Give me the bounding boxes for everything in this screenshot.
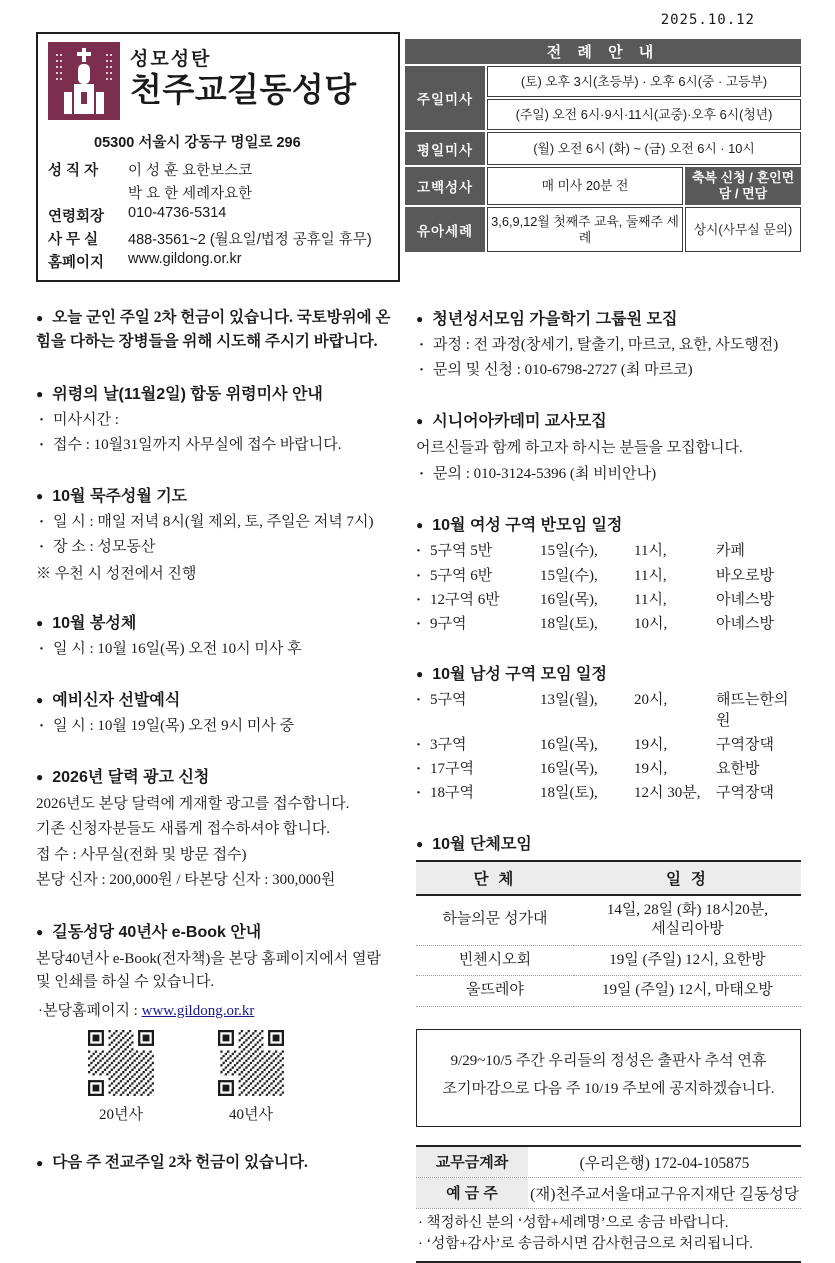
info-row-phone — [48, 205, 388, 226]
section-title: ● 10월 묵주성월 기도 — [36, 483, 398, 506]
section-title: ● 예비신자 선발예식 — [36, 687, 398, 710]
meeting-time: 11시, — [634, 543, 667, 560]
meeting-place: 카페 — [716, 543, 745, 560]
meeting-date: 15일(수), — [540, 567, 598, 584]
group-name: 빈첸시오회 — [416, 945, 574, 976]
section-title: ● 위령의 날(11월2일) 합동 위령미사 안내 — [36, 381, 398, 404]
info-label — [48, 182, 128, 203]
schedule-row — [416, 566, 801, 586]
account-number: (우리은행) 172-04-105875 — [579, 1154, 750, 1172]
group-schedule — [574, 895, 801, 946]
homepage-link[interactable]: www.gildong.or.kr — [141, 1002, 255, 1019]
content-columns — [36, 306, 801, 1263]
meeting-time: 12시 30분, — [634, 785, 701, 802]
bullet-icon: · — [416, 567, 422, 584]
section-rosary-prayer — [36, 483, 398, 583]
bullet-icon: · — [416, 543, 422, 560]
section-title: ● 10월 여성 구역 반모임 일정 — [416, 512, 801, 535]
qr-40yr — [218, 1030, 284, 1124]
meeting-place: 바오로방 — [716, 567, 774, 584]
info-row-homepage — [48, 251, 388, 272]
account-holder: (재)천주교서울대교구유지재단 길동성당 — [530, 1185, 799, 1203]
schedule-line: 세실리아방 — [651, 921, 724, 937]
schedule-row — [416, 541, 801, 561]
account-note: · 책정하신 분의 ‘성함+세례명’으로 송금 바랍니다. — [418, 1214, 729, 1231]
column-header-schedule: 일 정 — [574, 861, 801, 895]
schedule-row — [416, 590, 801, 610]
section-military-sunday — [36, 306, 398, 354]
right-column — [404, 306, 801, 1263]
schedule-row — [416, 614, 801, 634]
schedule-line: 14일, 28일 (화) 18시20분, — [606, 901, 769, 918]
notice-line: 9/29~10/5 주간 우리들의 정성은 출판사 추석 연휴 — [450, 1052, 767, 1069]
section-item: · 일 시 : 10월 16일(목) 오전 10시 미사 후 — [39, 639, 398, 660]
group-schedule: 19일 (주일) 12시, 마태오방 — [574, 976, 801, 1007]
section-item: · 장 소 : 성모동산 — [39, 537, 398, 558]
section-title: ● 청년성서모임 가을학기 그룹원 모집 — [416, 306, 801, 329]
group-name: 울뜨레야 — [416, 976, 574, 1007]
section-ebook — [36, 919, 398, 1124]
section-group-meetings — [416, 831, 801, 1007]
liturgy-confession: 매 미사 20분 전 — [487, 167, 683, 205]
meeting-date: 16일(목), — [540, 736, 598, 753]
section-title: ● 10월 단체모임 — [416, 831, 801, 854]
section-item: · 미사시간 : — [39, 410, 398, 431]
section-all-souls-mass — [36, 381, 398, 456]
church-identity — [48, 42, 388, 125]
section-item: · 일 시 : 10월 19일(목) 오전 9시 미사 중 — [39, 716, 398, 737]
district-name: 18구역 — [430, 785, 474, 802]
section-paragraph: 2026년도 본당 달력에 게재할 광고를 접수합니다. — [36, 796, 350, 813]
meeting-time: 11시, — [634, 591, 667, 608]
section-paragraph: 기존 신청자분들도 새롭게 접수하셔야 합니다. — [36, 821, 331, 838]
account-label: 예 금 주 — [416, 1178, 528, 1208]
qr-label-20yr: 20년사 — [99, 1106, 143, 1123]
church-name: 천주교길동성당 — [130, 71, 357, 108]
district-name: 5구역 — [430, 692, 467, 709]
schedule-row — [416, 759, 801, 779]
account-label: 교무금계좌 — [416, 1147, 528, 1177]
account-notes — [416, 1209, 801, 1263]
liturgy-baptism: 3,6,9,12월 첫째주 교육, 둘째주 세례 — [487, 207, 683, 252]
info-row-office — [48, 228, 388, 249]
liturgy-baptism-anytime: 상시(사무실 문의) — [685, 207, 801, 252]
church-info-box — [36, 32, 400, 282]
section-calendar-ads — [36, 764, 398, 892]
section-title: ● 10월 봉성체 — [36, 610, 398, 633]
district-name: 5구역 6반 — [430, 567, 493, 584]
table-row — [416, 895, 801, 946]
info-row-clergy2 — [48, 182, 388, 203]
section-title: ● 시니어아카데미 교사모집 — [416, 408, 801, 431]
liturgy-weekday: (월) 오전 6시 (화) ~ (금) 오전 6시 · 10시 — [487, 132, 801, 165]
info-label: 사 무 실 — [48, 232, 99, 248]
district-name: 3구역 — [430, 736, 467, 753]
qr-label-40yr: 40년사 — [229, 1106, 273, 1123]
liturgy-table-title: 전 례 안 내 — [405, 39, 801, 64]
qr-code-row — [88, 1030, 398, 1124]
homepage-link-line — [38, 999, 398, 1020]
section-women-district-meetings — [416, 512, 801, 634]
church-logo-icon — [48, 42, 120, 125]
qr-20yr — [88, 1030, 154, 1124]
section-youth-bible-group — [416, 306, 801, 381]
meeting-place: 구역장댁 — [716, 736, 774, 753]
district-name: 5구역 5반 — [430, 543, 493, 560]
section-paragraph: 접 수 : 사무실(전화 및 방문 접수) — [36, 846, 247, 863]
notice-line: 조기마감으로 다음 주 10/19 주보에 공지하겠습니다. — [442, 1081, 775, 1097]
homepage-link-label: ·본당홈페이지 : — [38, 1002, 142, 1019]
meeting-date: 16일(목), — [540, 591, 598, 608]
section-paragraph: 본당40년사 e-Book(전자책)을 본당 홈페이지에서 열람 및 인쇄를 하실 수 있습니다. — [36, 951, 381, 991]
info-value: 488-3561~2 (월요일/법정 공휴일 휴무) — [128, 232, 372, 248]
bullet-icon: · — [416, 591, 422, 608]
section-item: · 문의 및 신청 : 010-6798-2727 (최 마르코) — [419, 360, 801, 381]
section-item: · 과정 : 전 과정(창세기, 탈출기, 마르코, 요한, 사도행전) — [419, 335, 801, 356]
district-name: 12구역 6반 — [430, 591, 500, 608]
table-row — [416, 976, 801, 1007]
meeting-place: 구역장댁 — [716, 785, 774, 802]
meeting-date: 13일(월), — [540, 692, 598, 709]
info-label: 성 직 자 — [48, 163, 99, 179]
bullet-icon: · — [416, 736, 422, 753]
liturgy-row-label-weekday: 평일미사 — [405, 132, 485, 165]
account-row — [416, 1147, 801, 1178]
meeting-place: 해뜨는한의원 — [716, 692, 789, 729]
district-name: 17구역 — [430, 761, 474, 777]
meeting-time: 11시, — [634, 567, 667, 584]
section-paragraph: 어르신들과 함께 하고자 하시는 분들을 모집합니다. — [416, 440, 743, 456]
section-item: · 일 시 : 매일 저녁 8시(월 제외, 토, 주일은 저녁 7시) — [39, 512, 398, 533]
announcement-text: ● 오늘 군인 주일 2차 헌금이 있습니다. 국토방위에 온 힘을 다하는 장병들을 위해 시도해 주시기 바랍니다. — [36, 306, 398, 354]
info-value: 이 성 훈 요한보스코 — [128, 163, 253, 179]
left-column — [36, 306, 404, 1263]
meeting-time: 19시, — [634, 736, 668, 753]
meeting-place: 아녜스방 — [716, 591, 774, 608]
meeting-place: 아녜스방 — [716, 616, 774, 632]
info-label: 연령회장 — [48, 209, 105, 225]
issue-date: 2025.10.12 — [660, 12, 755, 28]
section-title: ● 10월 남성 구역 모임 일정 — [416, 661, 801, 684]
announcement-text: ● 다음 주 전교주일 2차 헌금이 있습니다. — [36, 1151, 398, 1175]
church-titles — [130, 42, 357, 109]
liturgy-row-label-confession: 고백성사 — [405, 167, 485, 205]
section-item: · 접수 : 10월31일까지 사무실에 접수 바랍니다. — [39, 435, 398, 456]
meeting-date: 18일(토), — [540, 616, 598, 632]
liturgy-sunday-sat: (토) 오후 3시(초등부) · 오후 6시(중 · 고등부) — [487, 66, 801, 97]
meeting-time: 19시, — [634, 761, 668, 777]
section-mission-sunday — [36, 1151, 398, 1175]
section-note: ※ 우천 시 성전에서 진행 — [36, 566, 197, 583]
meeting-date: 15일(수), — [540, 543, 598, 560]
liturgy-guide-table — [405, 39, 801, 252]
schedule-row — [416, 690, 801, 731]
info-label: 홈페이지 — [48, 255, 105, 271]
section-paragraph: 본당 신자 : 200,000원 / 타본당 신자 : 300,000원 — [36, 871, 336, 888]
info-value: 010-4736-5314 — [128, 205, 227, 221]
liturgy-sunday-sun: (주일) 오전 6시·9시·11시(교중)·오후 6시(청년) — [487, 99, 801, 130]
column-header-group: 단 체 — [416, 861, 574, 895]
section-communion-visit — [36, 610, 398, 660]
account-info-table — [416, 1145, 801, 1263]
qr-code-40yr-icon — [218, 1030, 284, 1096]
info-row-clergy — [48, 159, 388, 180]
liturgy-row-label-sunday: 주일미사 — [405, 66, 485, 130]
homepage-url: www.gildong.or.kr — [128, 251, 242, 267]
section-senior-academy — [416, 408, 801, 485]
qr-code-20yr-icon — [88, 1030, 154, 1096]
meeting-time: 20시, — [634, 692, 668, 709]
meeting-time: 10시, — [634, 616, 668, 632]
liturgy-row-label-baptism: 유아세례 — [405, 207, 485, 252]
section-catechumen-rite — [36, 687, 398, 737]
bullet-icon: · — [416, 785, 422, 802]
church-subtitle: 성모성탄 — [130, 49, 212, 70]
section-title: ● 길동성당 40년사 e-Book 안내 — [36, 919, 398, 942]
section-men-district-meetings — [416, 661, 801, 803]
group-meeting-table — [416, 860, 801, 1007]
district-name: 9구역 — [430, 616, 467, 632]
account-note: · ‘성함+감사’로 송금하시면 감사헌금으로 처리됩니다. — [418, 1235, 753, 1252]
schedule-row — [416, 735, 801, 755]
account-row — [416, 1178, 801, 1209]
meeting-date: 18일(토), — [540, 785, 598, 802]
meeting-date: 16일(목), — [540, 761, 598, 777]
table-header-row — [416, 861, 801, 895]
meeting-place: 요한방 — [716, 761, 760, 777]
section-title: ● 2026년 달력 광고 신청 — [36, 764, 398, 787]
offering-notice-box — [416, 1029, 801, 1127]
bullet-icon: · — [416, 692, 422, 709]
schedule-row — [416, 783, 801, 803]
table-row — [416, 945, 801, 976]
section-item: · 문의 : 010-3124-5396 (최 비비안나) — [419, 464, 801, 485]
header — [36, 32, 801, 282]
info-value: 박 요 한 세례자요한 — [128, 186, 253, 202]
liturgy-blessing-header: 축복 신청 / 혼인면담 / 면담 — [685, 167, 801, 205]
church-address: 05300 서울시 강동구 명일로 296 — [94, 135, 301, 151]
group-name: 하늘의문 성가대 — [416, 895, 574, 946]
bullet-icon: · — [416, 616, 422, 632]
bullet-icon: · — [416, 761, 422, 777]
group-schedule: 19일 (주일) 12시, 요한방 — [574, 945, 801, 976]
